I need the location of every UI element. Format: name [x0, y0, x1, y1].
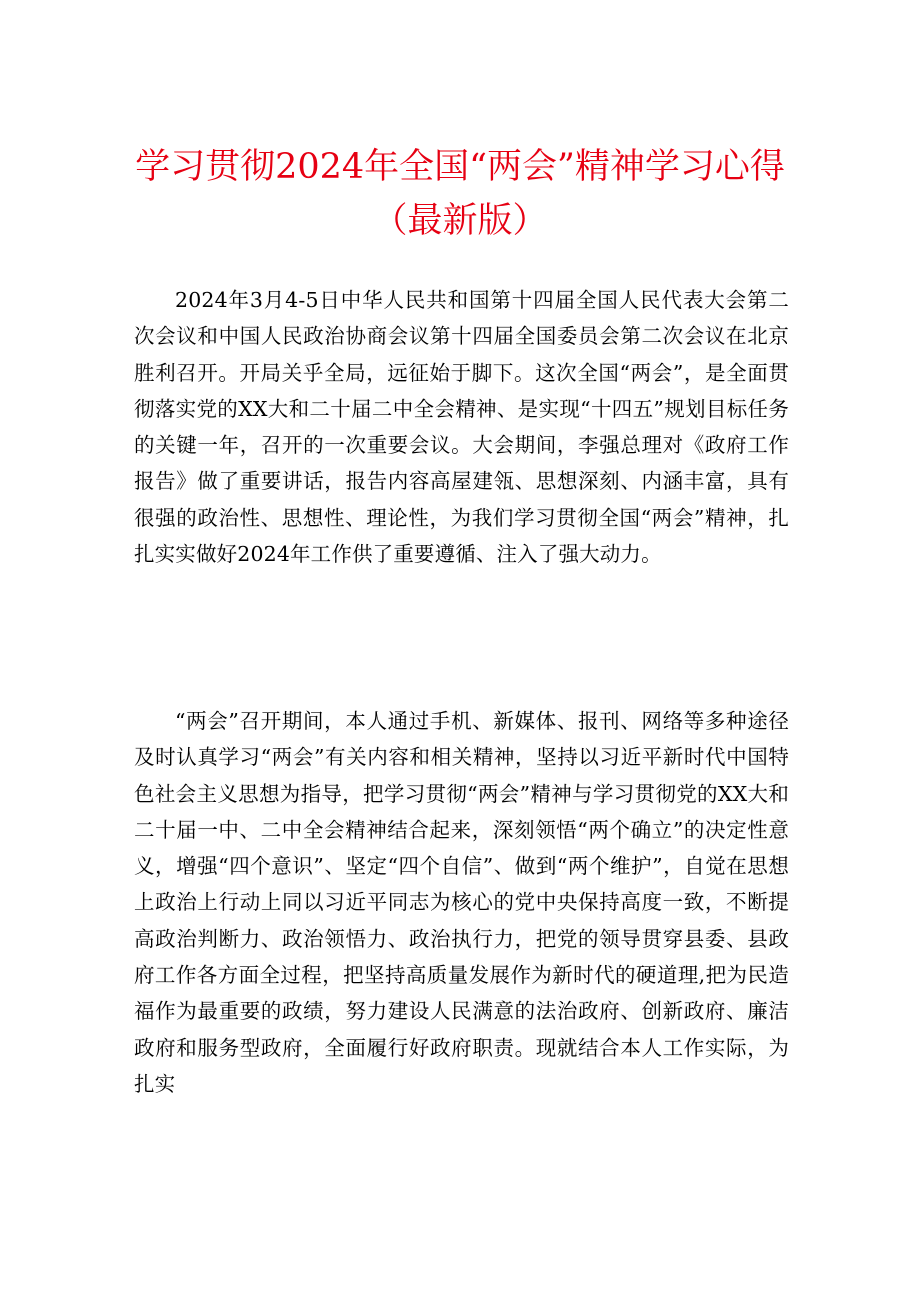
body-paragraph-1: 2024年3月4-5日中华人民共和国第十四届全国人民代表大会第二次会议和中国人民政治协商会议第十四届全国委员会第二次会议在北京胜利召开。开局关乎全局，远征始于脚下。这次全国“两会”，是全面贯彻落实党的XX大和二十届二中全会精神、是实现“十四五”规划目标任务的关键一年，召开的一次重要会议。大会期间，李强总理对《政府工作报告》做了重要讲话，报告内容高屋建瓴、思想深刻、内涵丰富，具有很强的政治性、思想性、理论性，为我们学习贯彻全国“两会”精神，扎扎实实做好2024年工作供了重要遵循、注入了强大动力。 — [134, 288, 789, 567]
document-title: 学习贯彻2024年全国“两会”精神学习心得（最新版） — [135, 147, 785, 241]
body-paragraph-2: “两会”召开期间，本人通过手机、新媒体、报刊、网络等多种途径及时认真学习“两会”有关内容和相关精神，坚持以习近平新时代中国特色社会主义思想为指导，把学习贯彻“两会”精神与学习贯彻党的XX大和二十届一中、二中全会精神结合起来，深刻领悟“两个确立”的决定性意义，增强“四个意识”、坚定“四个自信”、做到“两个维护”，自觉在思想上政治上行动上同以习近平同志为核心的党中央保持高度一致，不断提高政治判断力、政治领悟力、政治执行力，把党的领导贯穿县委、县政府工作各方面全过程，把坚持高质量发展作为新时代的硬道理,把为民造福作为最重要的政绩，努力建设人民满意的法治政府、创新政府、廉洁政府和服务型政府，全面履行好政府职责。现就结合本人工作实际，为扎实 — [134, 709, 789, 1096]
